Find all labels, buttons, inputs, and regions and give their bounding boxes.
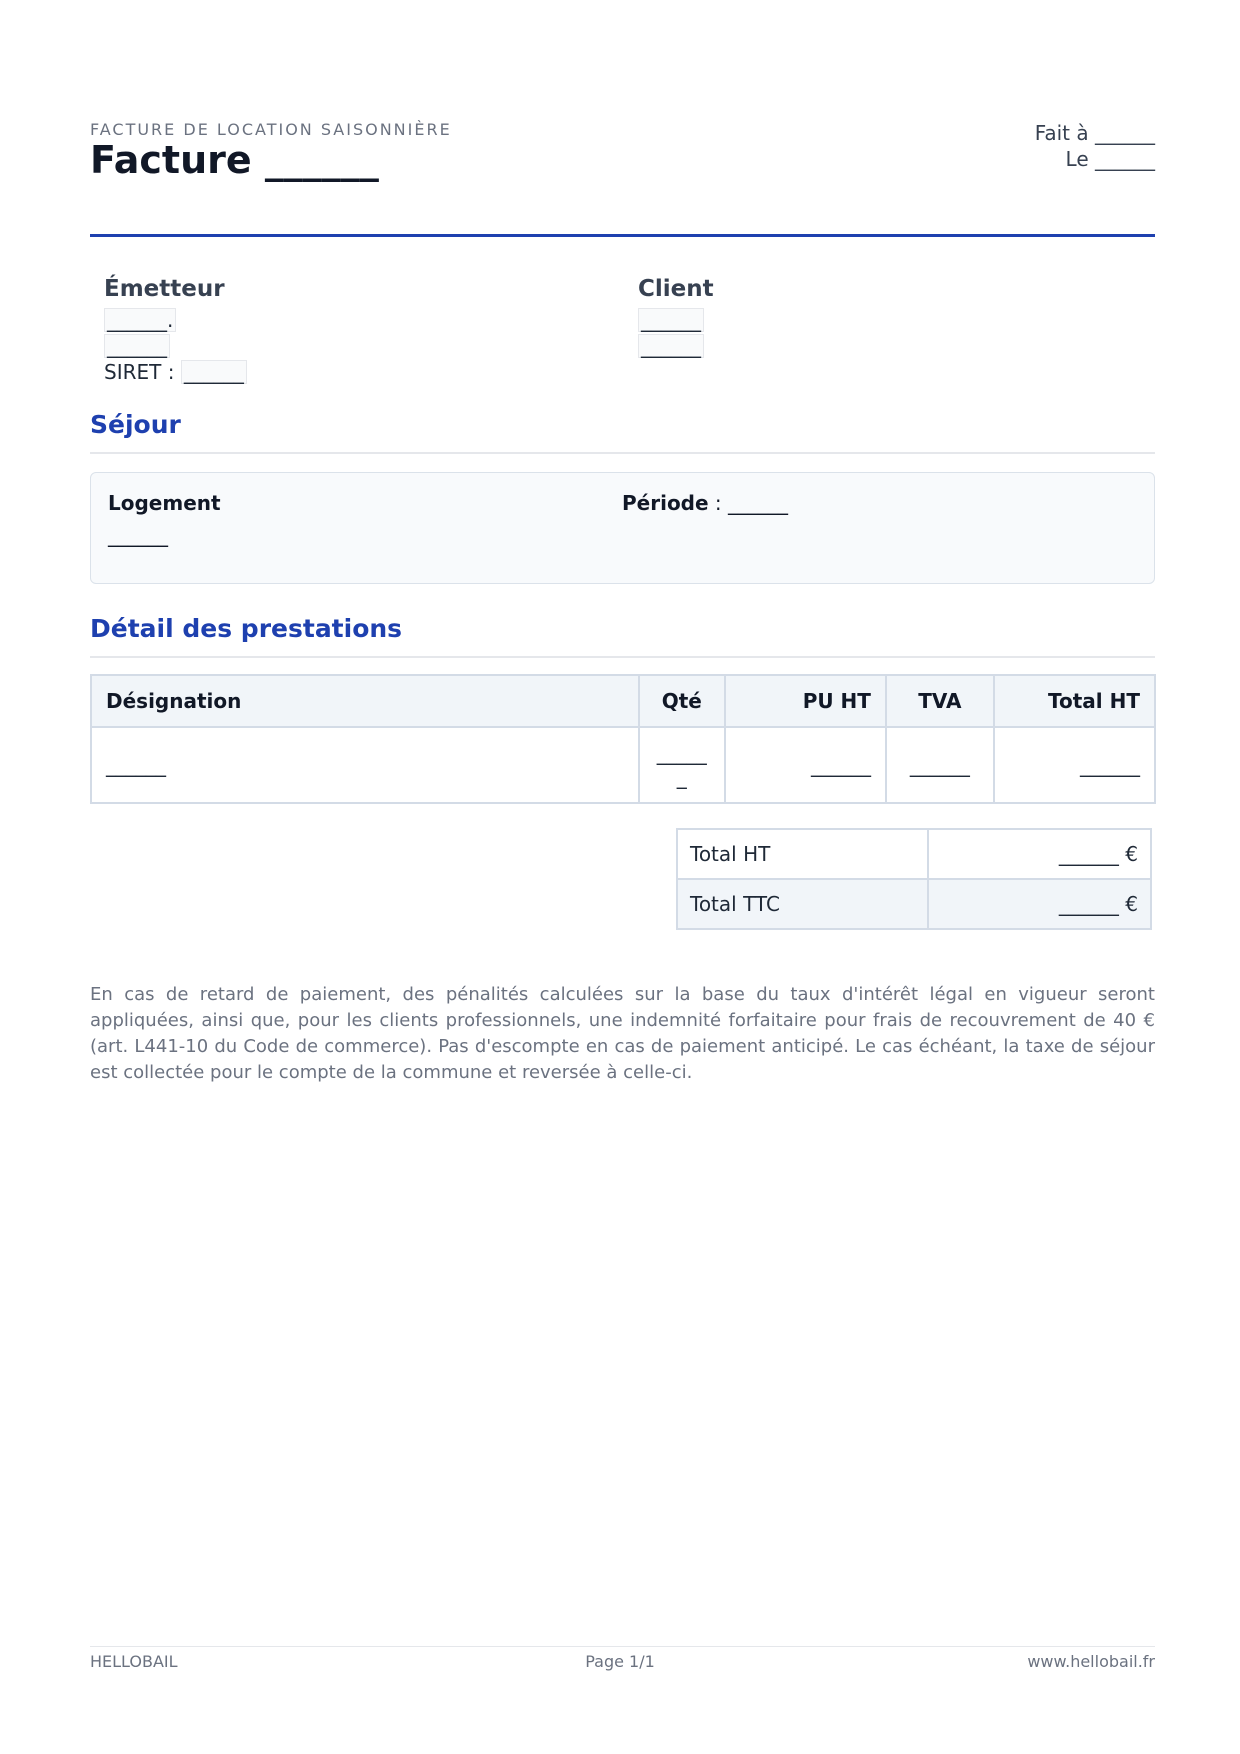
services-section-title: Détail des prestations (90, 614, 403, 643)
client-address-field[interactable]: ______ (638, 334, 704, 358)
total-ht-label: Total HT (677, 829, 928, 879)
emitter-title: Émetteur (104, 276, 225, 302)
cell-quantity[interactable]: ______ (639, 727, 725, 803)
services-section-divider (90, 656, 1155, 658)
client-name-field[interactable]: ______ (638, 308, 704, 332)
footer-website[interactable]: www.hellobail.fr (1027, 1652, 1155, 1671)
header-divider (90, 234, 1155, 237)
invoice-title: Facture ______ (90, 138, 379, 182)
lodging-block (108, 491, 221, 547)
issue-date: Le ______ (1065, 147, 1155, 171)
total-ht-row (677, 829, 1151, 879)
totals-table (676, 828, 1152, 930)
cell-vat[interactable]: ______ (886, 727, 994, 803)
footer-brand: HELLOBAIL (90, 1652, 178, 1671)
siret-field[interactable]: ______ (181, 360, 247, 384)
stay-section-divider (90, 452, 1155, 454)
stay-section-heading (90, 410, 1155, 439)
cell-designation[interactable]: ______ (91, 727, 639, 803)
cell-total-ht[interactable]: ______ (994, 727, 1155, 803)
total-ht-value[interactable]: ______ € (928, 829, 1151, 879)
place-date-block (1035, 120, 1155, 172)
period-value[interactable]: : ______ (714, 491, 789, 515)
client-block (638, 276, 1098, 360)
period-block (622, 491, 788, 515)
col-total-ht: Total HT (994, 675, 1155, 727)
stay-details-box (90, 472, 1155, 584)
cell-unit-price[interactable]: ______ (725, 727, 886, 803)
col-vat: TVA (886, 675, 994, 727)
siret-label: SIRET : (104, 360, 175, 384)
col-quantity: Qté (639, 675, 725, 727)
total-ttc-value[interactable]: ______ € (928, 879, 1151, 929)
emitter-address-field[interactable]: ______ (104, 334, 170, 358)
services-section-heading (90, 614, 1155, 643)
emitter-name-field[interactable]: ______. (104, 308, 176, 332)
lodging-value[interactable]: ______ (108, 523, 168, 547)
legal-notice: En cas de retard de paiement, des pénalités calculées sur la base du taux d'intérêt légal en vigueur seront appliquées, ainsi que, pour les clients professionnels, une indemnité forfaitaire pour frais de recouvrement de 40 € (art. L441-10 du Code de commerce). Pas d'escompte en cas de paiement anticipé. Le cas échéant, la taxe de séjour est collectée pour le compte de la commune et reversée à celle-ci. (90, 984, 1155, 1083)
lodging-label: Logement (108, 491, 221, 515)
footer-divider (90, 1646, 1155, 1647)
document-type-label: FACTURE DE LOCATION SAISONNIÈRE (90, 120, 452, 139)
total-ttc-row (677, 879, 1151, 929)
services-table (90, 674, 1156, 804)
period-label: Période (622, 491, 709, 515)
stay-section-title: Séjour (90, 410, 181, 439)
emitter-block (104, 276, 564, 384)
client-title: Client (638, 276, 714, 302)
invoice-header (90, 120, 1155, 190)
services-header-row (91, 675, 1155, 727)
issue-place: Fait à ______ (1034, 121, 1155, 145)
col-designation: Désignation (91, 675, 639, 727)
table-row (91, 727, 1155, 803)
footer-page-number: Page 1/1 (585, 1652, 655, 1671)
col-unit-price: PU HT (725, 675, 886, 727)
emitter-siret (104, 360, 564, 384)
total-ttc-label: Total TTC (677, 879, 928, 929)
